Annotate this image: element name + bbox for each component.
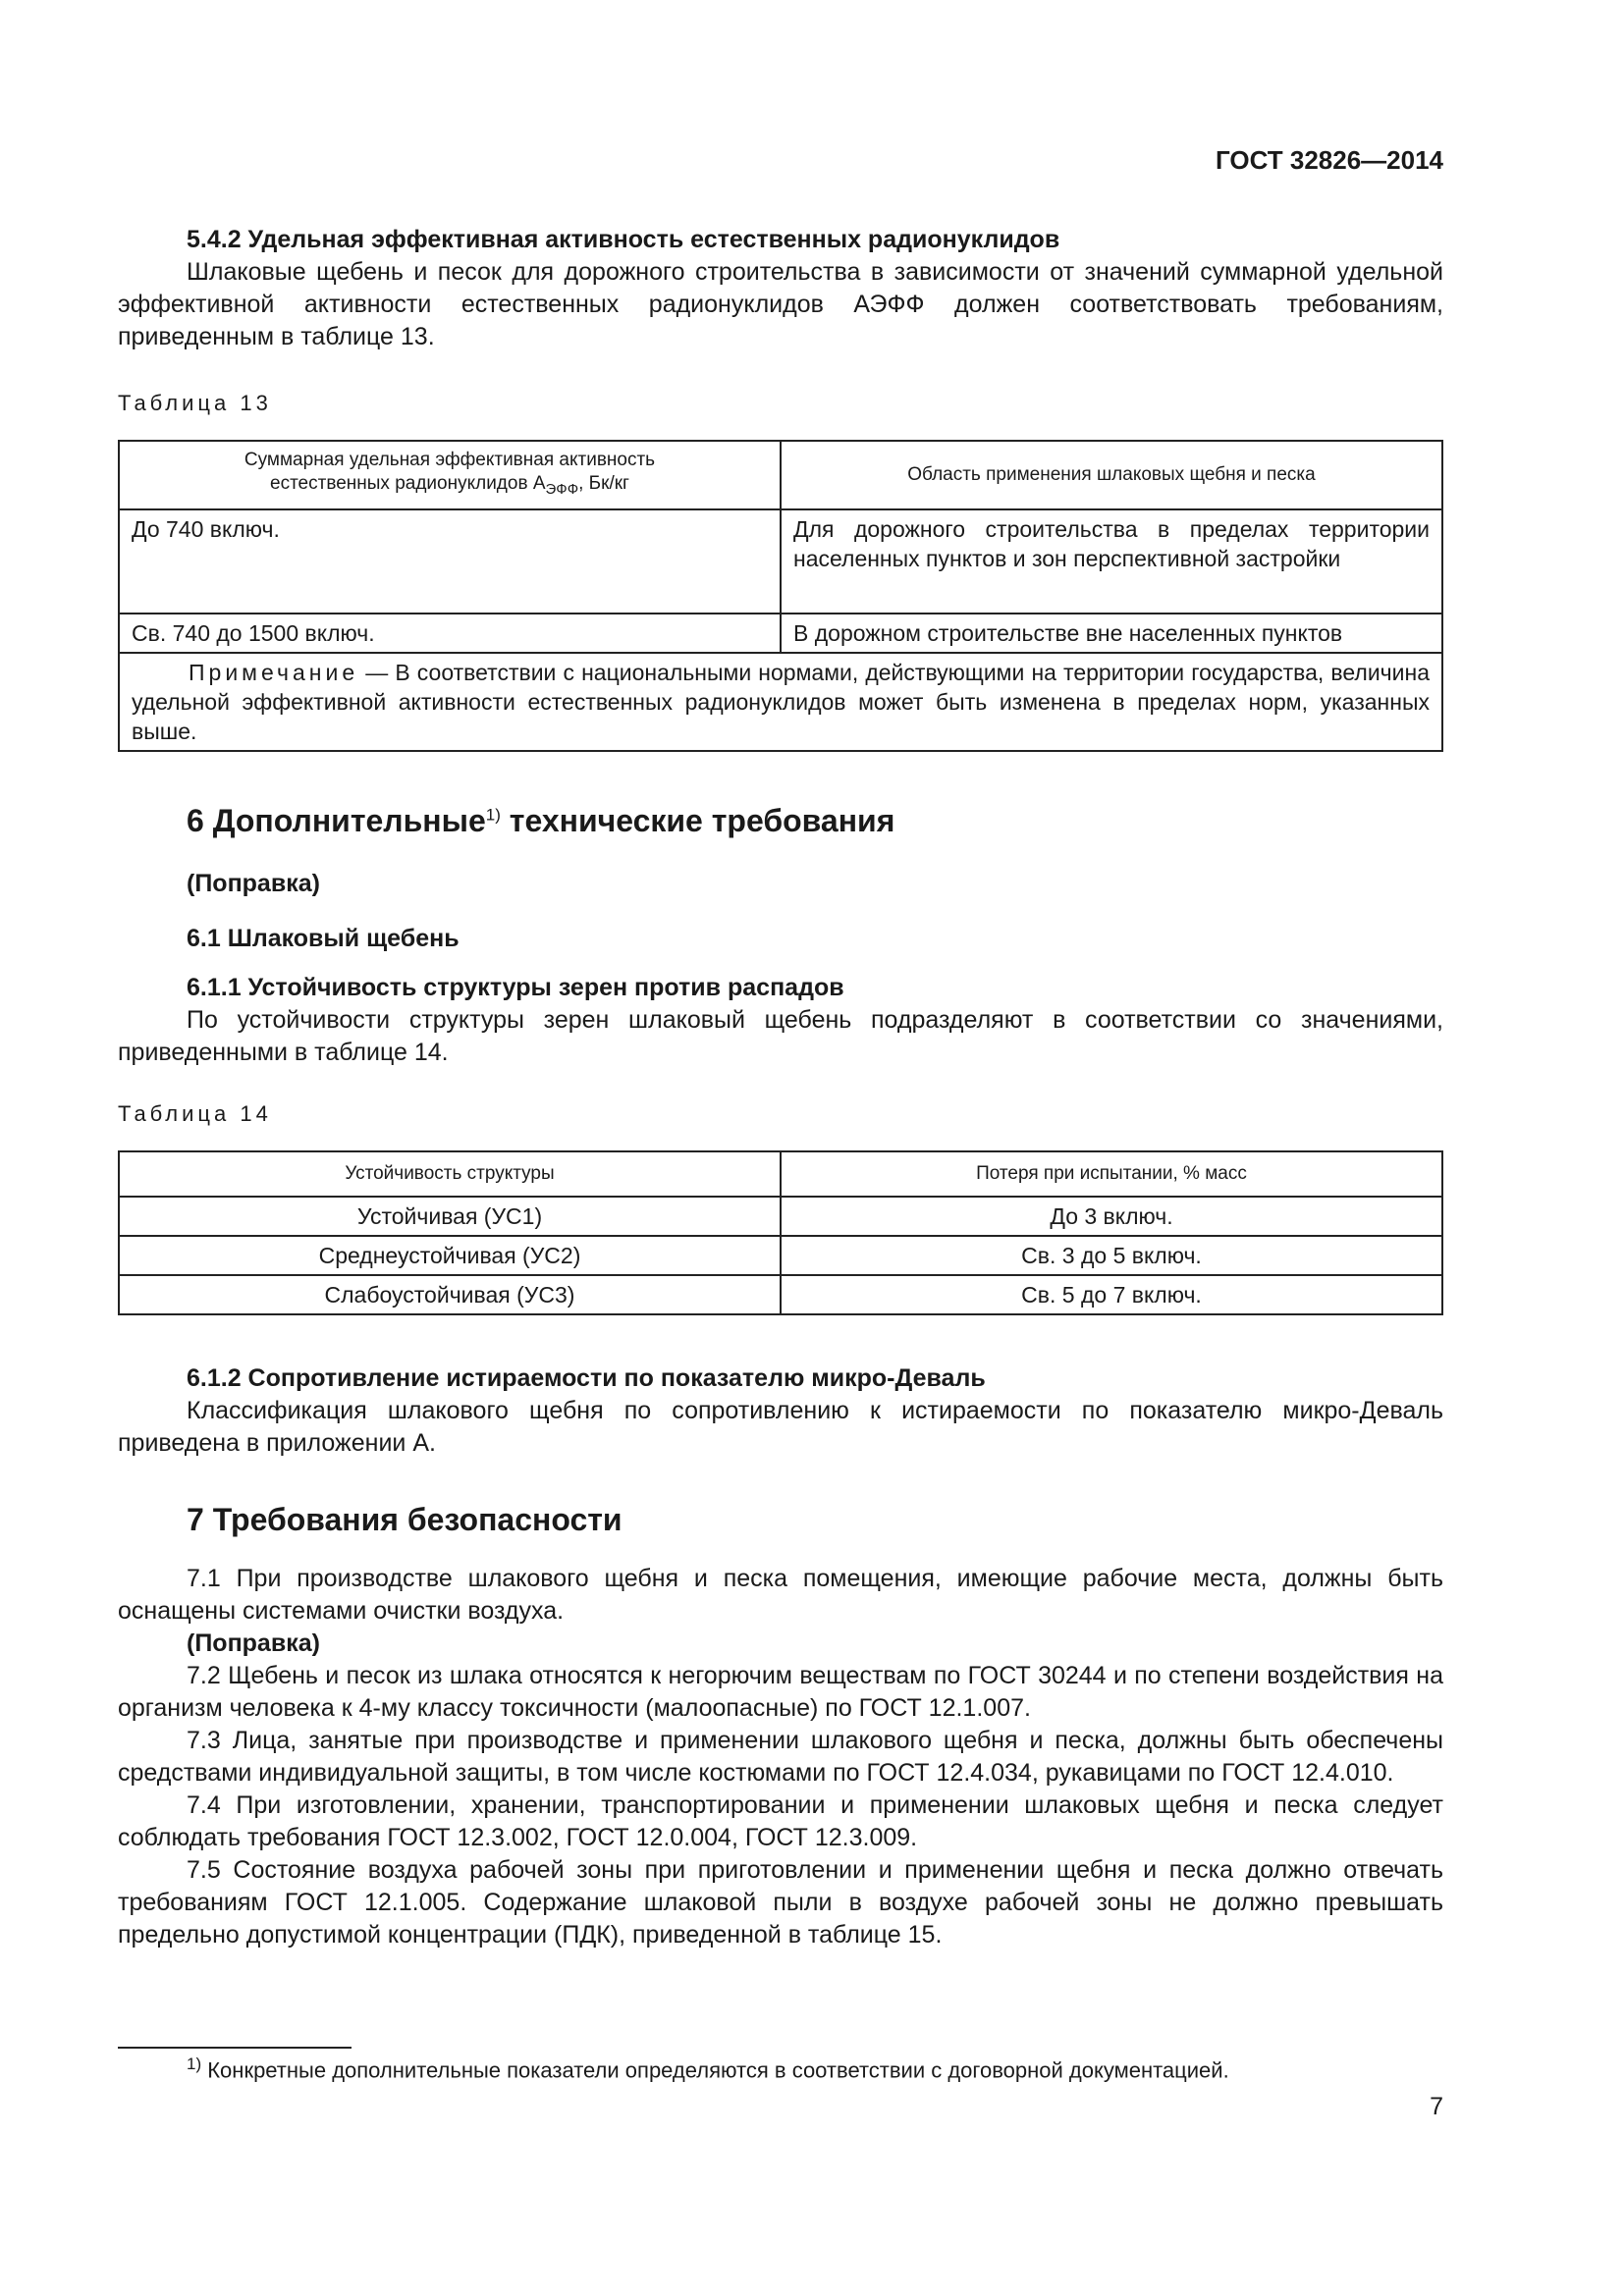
- table-header-row: [119, 1151, 1442, 1197]
- table-row: [119, 1197, 1442, 1236]
- amendment-block: [118, 870, 1443, 898]
- table-cell: В дорожном строительстве вне населенных пунктов: [781, 614, 1442, 653]
- table-cell: Св. 5 до 7 включ.: [781, 1275, 1442, 1314]
- table-header-cell: Область применения шлаковых щебня и песка: [781, 441, 1442, 509]
- header-text: , Бк/кг: [578, 473, 629, 495]
- footnote-mark: 1): [187, 2055, 202, 2073]
- paragraph-7-5: 7.5 Состояние воздуха рабочей зоны при приготовлении и применении щебня и песка должно отвечать требованиям ГОСТ 12.1.005. Содержание шлаковой пыли в воздухе рабочей зоны не должно превышать предельно допустимой концентрации (ПДК), приведенной в таблице 15.: [118, 1856, 1443, 1949]
- header-subscript: ЭФФ: [545, 480, 579, 498]
- paragraph: По устойчивости структуры зерен шлаковый щебень подразделяют в соответствии со значениями, приведенными в таблице 14.: [118, 1006, 1443, 1066]
- table-cell: Св. 3 до 5 включ.: [781, 1236, 1442, 1275]
- subsection-title: 6.1 Шлаковый щебень: [187, 925, 460, 952]
- table-row: [119, 1236, 1442, 1275]
- paragraph: Шлаковые щебень и песок для дорожного строительства в зависимости от значений суммарной удельной эффективной активности естественных радионуклидов АЭФФ должен соответствовать требованиям, приведенным в таблице 13.: [118, 258, 1443, 350]
- table-13-wrapper: [118, 440, 1443, 752]
- table-cell: Среднеустойчивая (УС2): [119, 1236, 781, 1275]
- paragraph-7-1: 7.1 При производстве шлакового щебня и песка помещения, имеющие рабочие места, должны быть оснащены системами очистки воздуха.: [118, 1565, 1443, 1625]
- footnote-separator: [118, 2047, 352, 2049]
- section-title: 5.4.2 Удельная эффективная активность естественных радионуклидов: [187, 226, 1060, 253]
- footnote: [187, 2055, 1229, 2083]
- table-14: [118, 1150, 1443, 1315]
- heading-text: технические требования: [500, 803, 895, 838]
- table-header-cell: Устойчивость структуры: [119, 1151, 781, 1197]
- table-14-block: [118, 1101, 1443, 1127]
- table-row: [119, 1275, 1442, 1314]
- table-cell: Св. 740 до 1500 включ.: [119, 614, 781, 653]
- section-5-4-2: [118, 224, 1443, 353]
- section-heading: [118, 803, 1443, 839]
- section-7: [118, 1502, 1443, 1538]
- paragraph-7-3: 7.3 Лица, занятые при производстве и применении шлакового щебня и песка, должны быть обеспечены средствами индивидуальной защиты, в том числе костюмами по ГОСТ 12.4.034, рукавицами по ГОСТ 12.4.010.: [118, 1727, 1443, 1787]
- table-cell: До 740 включ.: [119, 509, 781, 614]
- table-header-cell: [119, 441, 781, 509]
- section-6-1-block: [118, 925, 1443, 953]
- page-number: 7: [1430, 2093, 1443, 2120]
- table-header-cell: Потеря при испытании, % масс: [781, 1151, 1442, 1197]
- table-cell: Устойчивая (УС1): [119, 1197, 781, 1236]
- section-heading: 7 Требования безопасности: [187, 1502, 623, 1537]
- paragraph-7-2: 7.2 Щебень и песок из шлака относятся к негорючим веществам по ГОСТ 30244 и по степени воздействия на организм человека к 4-му классу токсичности (малоопасные) по ГОСТ 12.1.007.: [118, 1662, 1443, 1722]
- table-caption: Таблица 14: [118, 1101, 272, 1126]
- amendment-note: (Поправка): [187, 1629, 320, 1657]
- section-7-body: [118, 1563, 1443, 1951]
- note-text: — В соответствии с национальными нормами, действующими на территории государства, величина удельной эффективной активности естественных радионуклидов может быть изменена в пределах норм, указанных выше.: [132, 660, 1430, 744]
- table-cell: Слабоустойчивая (УС3): [119, 1275, 781, 1314]
- section-6-1-2: [118, 1362, 1443, 1460]
- footnote-ref: 1): [485, 805, 501, 825]
- section-6-1-1: [118, 972, 1443, 1069]
- footnote-text: Конкретные дополнительные показатели определяются в соответствии с договорной документацией.: [201, 2057, 1229, 2083]
- table-caption: Таблица 13: [118, 391, 272, 415]
- table-row: [119, 509, 1442, 614]
- table-13: [118, 440, 1443, 752]
- table-note: [119, 653, 1442, 751]
- paragraph-7-4: 7.4 При изготовлении, хранении, транспортировании и применении шлаковых щебня и песка следует соблюдать требования ГОСТ 12.3.002, ГОСТ 12.0.004, ГОСТ 12.3.009.: [118, 1791, 1443, 1851]
- table-14-wrapper: [118, 1150, 1443, 1315]
- table-header-row: [119, 441, 1442, 509]
- heading-text: 6 Дополнительные: [187, 803, 486, 838]
- header-text: естественных радионуклидов А: [270, 473, 546, 495]
- table-cell: Для дорожного строительства в пределах территории населенных пунктов и зон перспективной застройки: [781, 509, 1442, 614]
- section-6: [118, 803, 1443, 839]
- note-label: Примечание: [189, 660, 359, 685]
- subsection-title: 6.1.1 Устойчивость структуры зерен против распадов: [187, 974, 844, 1001]
- table-13-block: [118, 391, 1443, 416]
- header-text: Суммарная удельная эффективная активность: [244, 450, 656, 471]
- amendment-note: (Поправка): [187, 870, 320, 897]
- table-row: [119, 614, 1442, 653]
- table-cell: До 3 включ.: [781, 1197, 1442, 1236]
- subsection-title: 6.1.2 Сопротивление истираемости по показателю микро-Деваль: [187, 1364, 986, 1392]
- standard-code: ГОСТ 32826—2014: [1216, 145, 1443, 175]
- table-note-row: [119, 653, 1442, 751]
- paragraph: Классификация шлакового щебня по сопротивлению к истираемости по показателю микро-Деваль приведена в приложении А.: [118, 1397, 1443, 1457]
